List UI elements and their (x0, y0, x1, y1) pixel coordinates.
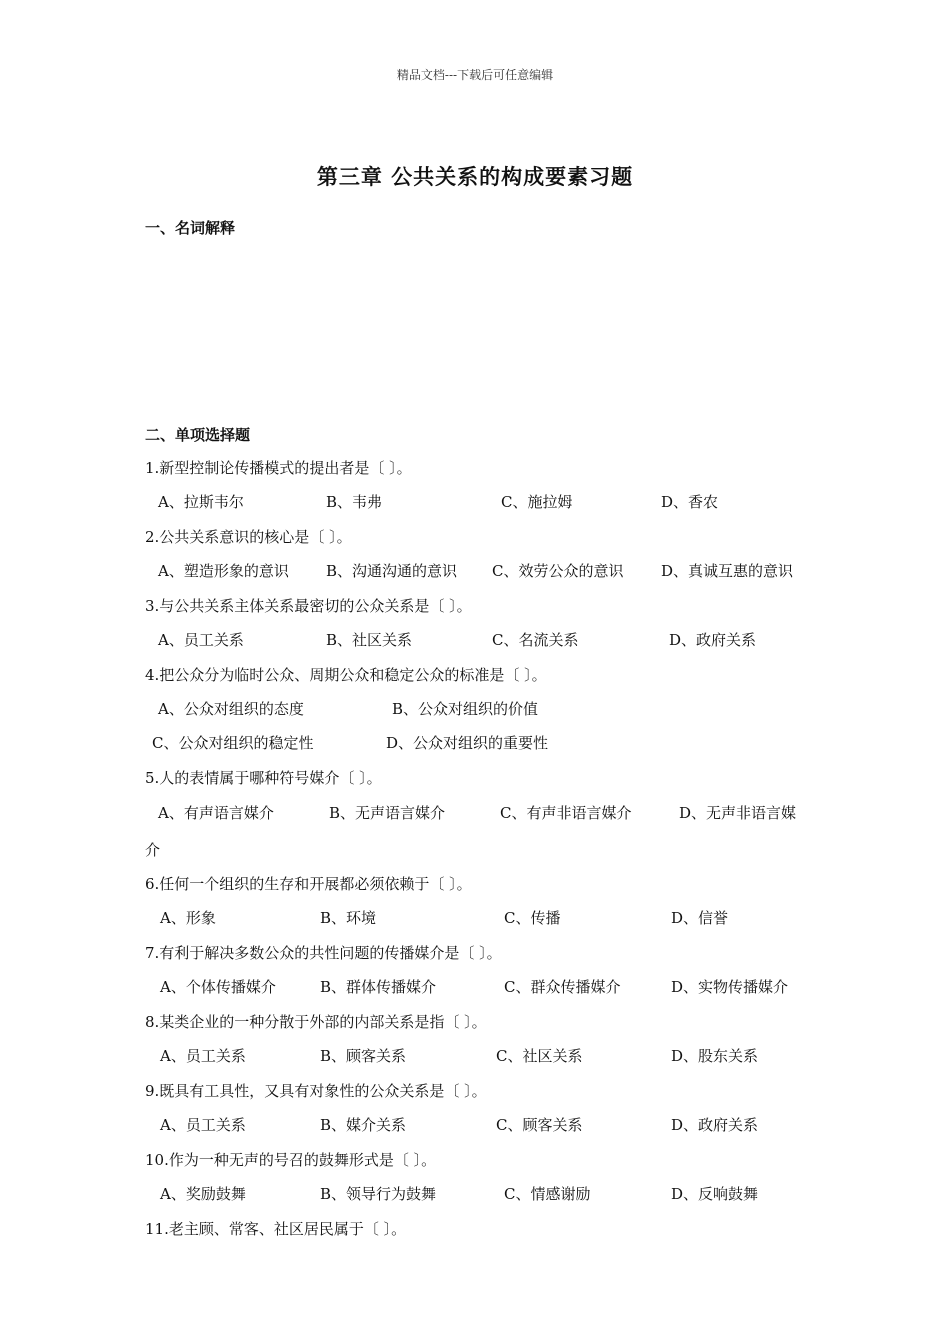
section-heading-terms: 一、名词解释 (145, 219, 236, 237)
question-stem: 6.任何一个组织的生存和开展都必须依赖于〔 〕。 (145, 875, 472, 893)
option-b: B、沟通沟通的意识 (326, 562, 458, 580)
option-d: D、信誉 (671, 909, 729, 927)
option-d: D、无声非语言媒 (679, 804, 797, 822)
option-b: B、环境 (320, 909, 377, 927)
option-c: C、效劳公众的意识 (492, 562, 624, 580)
option-b: B、群体传播媒介 (320, 978, 437, 996)
option-b: B、社区关系 (326, 631, 413, 649)
option-d: D、实物传播媒介 (671, 978, 789, 996)
question-stem: 10.作为一种无声的号召的鼓舞形式是〔 〕。 (145, 1151, 437, 1169)
option-d: D、香农 (661, 493, 719, 511)
option-b: B、公众对组织的价值 (392, 700, 539, 718)
question-stem: 1.新型控制论传播模式的提出者是〔 〕。 (145, 459, 412, 477)
option-a: A、公众对组织的态度 (158, 700, 304, 718)
option-b: B、媒介关系 (320, 1116, 407, 1134)
question-stem: 4.把公众分为临时公众、周期公众和稳定公众的标准是〔 〕。 (145, 666, 547, 684)
option-c: C、情感谢励 (504, 1185, 591, 1203)
option-c: C、名流关系 (492, 631, 579, 649)
question-stem: 3.与公共关系主体关系最密切的公众关系是〔 〕。 (145, 597, 472, 615)
option-a: A、有声语言媒介 (158, 804, 274, 822)
option-d: D、公众对组织的重要性 (386, 734, 549, 752)
option-a: A、个体传播媒介 (160, 978, 276, 996)
option-d: D、政府关系 (671, 1116, 759, 1134)
option-a: A、员工关系 (158, 631, 244, 649)
option-b: B、顾客关系 (320, 1047, 407, 1065)
option-c: C、群众传播媒介 (504, 978, 621, 996)
question-stem: 9.既具有工具性，又具有对象性的公众关系是〔 〕。 (145, 1082, 487, 1100)
option-a: A、员工关系 (160, 1116, 246, 1134)
option-a: A、塑造形象的意识 (158, 562, 289, 580)
option-c: C、有声非语言媒介 (500, 804, 632, 822)
question-stem: 7.有利于解决多数公众的共性问题的传播媒介是〔 〕。 (145, 944, 502, 962)
option-d: D、政府关系 (669, 631, 757, 649)
header-note: 精品文档---下载后可任意编辑 (396, 68, 554, 82)
option-b: B、领导行为鼓舞 (320, 1185, 437, 1203)
question-stem: 11.老主顾、常客、社区居民属于〔 〕。 (145, 1220, 407, 1238)
option-d: D、真诚互惠的意识 (661, 562, 794, 580)
section-heading-single-choice: 二、单项选择题 (145, 426, 251, 444)
option-a: A、拉斯韦尔 (158, 493, 244, 511)
option-d: D、股东关系 (671, 1047, 759, 1065)
question-stem: 2.公共关系意识的核心是〔 〕。 (145, 528, 352, 546)
question-stem: 8.某类企业的一种分散于外部的内部关系是指〔 〕。 (145, 1013, 487, 1031)
option-a: A、员工关系 (160, 1047, 246, 1065)
option-c: C、施拉姆 (501, 493, 573, 511)
option-c: C、公众对组织的稳定性 (152, 734, 314, 752)
option-d: D、反响鼓舞 (671, 1185, 759, 1203)
page-title: 第三章 公共关系的构成要素习题 (316, 165, 634, 189)
option-a: A、奖励鼓舞 (160, 1185, 246, 1203)
option-continuation: 介 (145, 841, 161, 859)
option-b: B、无声语言媒介 (329, 804, 446, 822)
option-c: C、顾客关系 (496, 1116, 583, 1134)
option-a: A、形象 (160, 909, 216, 927)
question-stem: 5.人的表情属于哪种符号媒介〔 〕。 (145, 769, 382, 787)
option-b: B、韦弗 (326, 493, 383, 511)
option-c: C、传播 (504, 909, 561, 927)
option-c: C、社区关系 (496, 1047, 583, 1065)
